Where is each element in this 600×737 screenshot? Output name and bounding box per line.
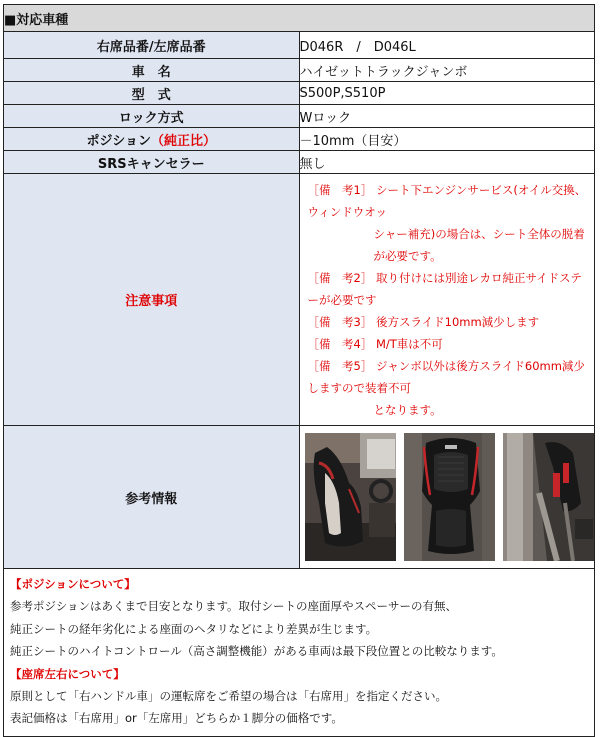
row-label-car-name: 車 名 xyxy=(4,59,300,82)
notes-list xyxy=(300,174,595,425)
note-item: ［備 考2］ 取り付けには別途レカロ純正サイドステーが必要です xyxy=(307,271,582,307)
footer-heading-position: 【ポジションについて】 xyxy=(10,577,136,591)
note-item: ［備 考5］ ジャンボ以外は後方スライド60mm減少しますので装着不可 xyxy=(307,359,585,395)
row-value-lock-type: Wロック xyxy=(299,105,595,128)
photo-seat-rail[interactable] xyxy=(503,433,594,561)
note-item: ［備 考1］ シート下エンジンサービス(オイル交換、ウィンドウオッ xyxy=(307,183,587,219)
row-label-position xyxy=(4,128,300,151)
footer-paragraph: 表記価格は「右席用」or「左席用」どちらか１脚分の価格です。 xyxy=(10,711,343,726)
table-row xyxy=(4,128,595,151)
table-row xyxy=(4,32,595,59)
notes-label: 注意事項 xyxy=(4,174,300,426)
notes-row xyxy=(4,174,595,426)
table-caption: ■対応車種 xyxy=(4,5,595,32)
compatibility-table xyxy=(3,4,595,737)
row-value-position: －10mm（目安） xyxy=(299,128,595,151)
position-label-main: ポジション xyxy=(86,133,151,149)
photo-seat-front[interactable] xyxy=(404,433,495,561)
row-value-part-number: D046R / D046L xyxy=(299,32,595,59)
row-label-srs-canceller: SRSキャンセラー xyxy=(4,151,300,174)
footer-paragraph: 参考ポジションはあくまで目安となります。取付シートの座面厚やスペーサーの有無、 xyxy=(10,599,458,614)
row-value-srs-canceller: 無し xyxy=(299,151,595,174)
photo-seat-installed[interactable] xyxy=(305,433,396,561)
row-value-model-code: S500P,S510P xyxy=(299,82,595,105)
notes-cell xyxy=(299,174,595,426)
note-item: ［備 考4］ M/T車は不可 xyxy=(307,337,443,351)
reference-photos-cell xyxy=(299,426,595,569)
row-label-part-number: 右席品番/左席品番 xyxy=(4,32,300,59)
footer-notes xyxy=(4,569,595,737)
footer-row xyxy=(4,569,595,737)
footer-paragraph: 原則として「右ハンドル車」の運転席をご希望の場合は「右席用」を指定ください。 xyxy=(10,689,447,704)
note-item-continued: シャー補充)の場合は、シート全体の脱着が必要です。 xyxy=(373,227,585,263)
row-label-model-code: 型 式 xyxy=(4,82,300,105)
note-item-continued: となります。 xyxy=(373,403,442,417)
row-label-lock-type: ロック方式 xyxy=(4,105,300,128)
note-item: ［備 考3］ 後方スライド10mm減少します xyxy=(307,315,540,329)
position-label-accent: （純正比） xyxy=(150,133,216,149)
table-row xyxy=(4,105,595,128)
row-value-car-name: ハイゼットトラックジャンボ xyxy=(299,59,595,82)
photo-gallery xyxy=(300,427,595,567)
reference-label: 参考情報 xyxy=(4,426,300,569)
table-row xyxy=(4,82,595,105)
table-row xyxy=(4,59,595,82)
footer-paragraph: 純正シートのハイトコントロール（高さ調整機能）がある車両は最下段位置との比較なります。 xyxy=(10,644,503,659)
reference-row xyxy=(4,426,595,569)
table-row xyxy=(4,151,595,174)
footer-paragraph: 純正シートの経年劣化による座面のヘタリなどにより差異が生じます。 xyxy=(10,621,378,636)
footer-heading-seat-side: 【座席左右について】 xyxy=(10,666,125,681)
